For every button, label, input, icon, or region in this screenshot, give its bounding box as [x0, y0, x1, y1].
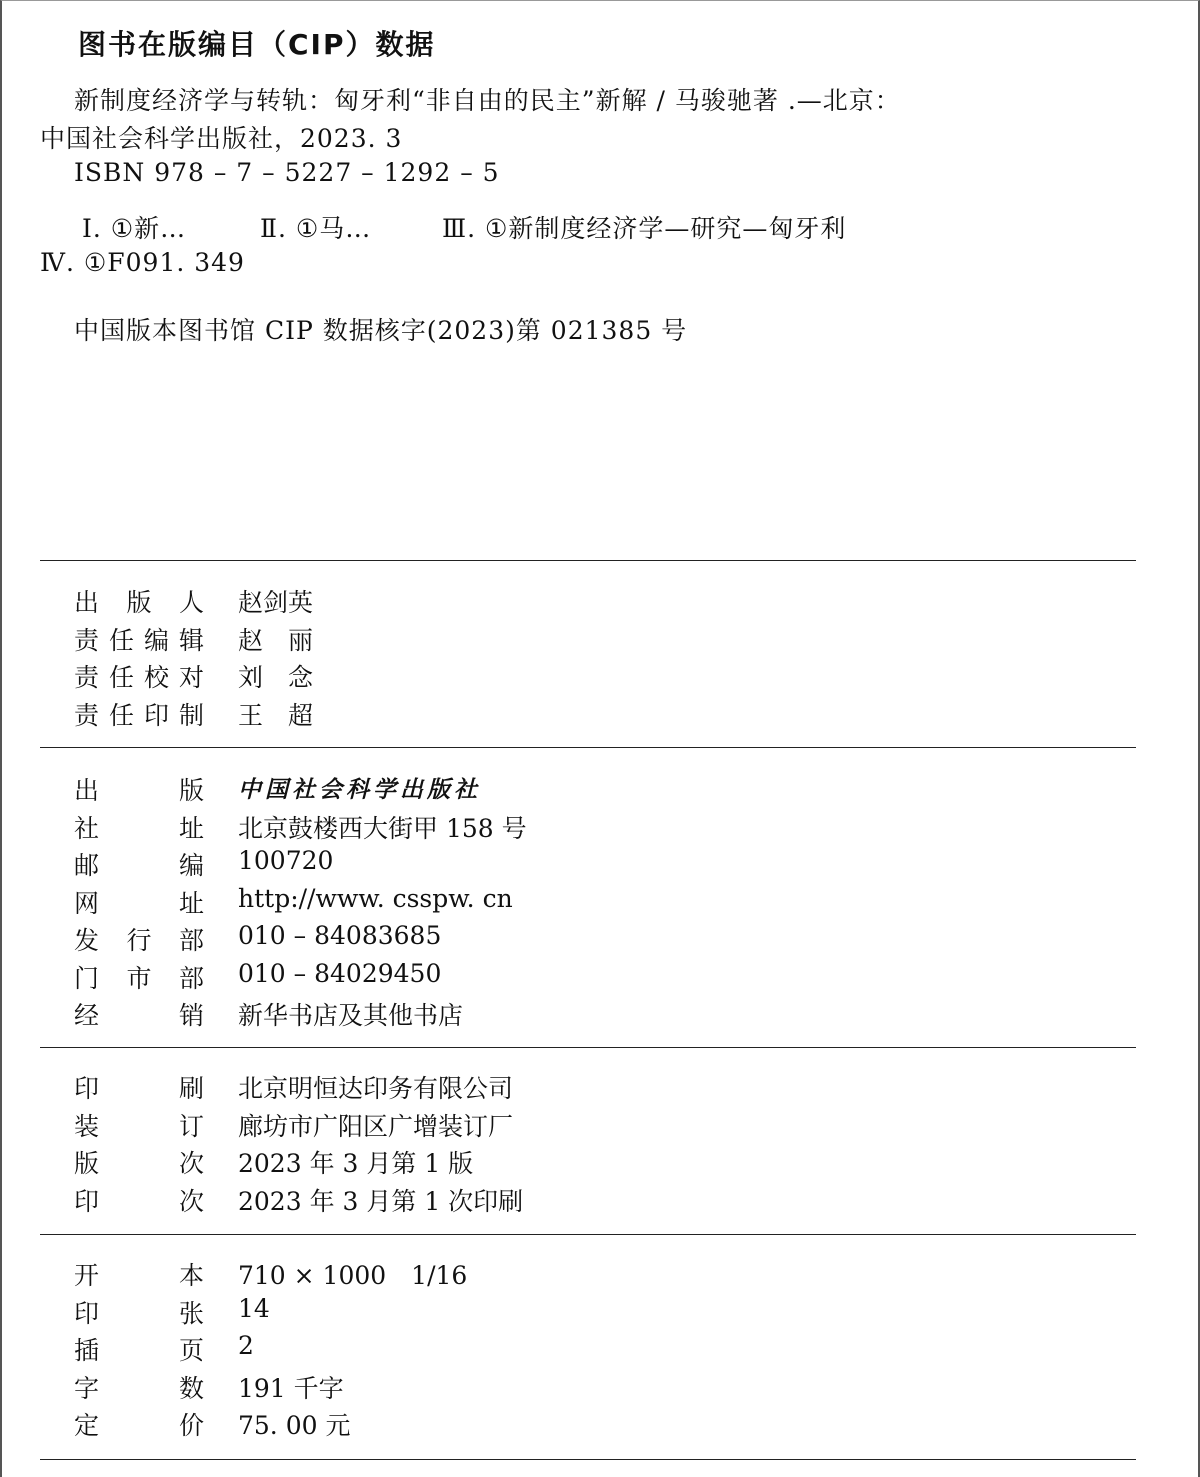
- staff-label: [74, 658, 204, 694]
- label-char: 经: [74, 1001, 100, 1030]
- label-char: 版: [178, 776, 204, 805]
- label-char: 门: [74, 963, 100, 993]
- staff-label: [74, 696, 204, 732]
- divider-1: [40, 560, 1136, 561]
- label-char: 市: [126, 963, 152, 993]
- label-char: 对: [178, 663, 204, 692]
- specs-label: [74, 1331, 204, 1367]
- label-char: 责: [74, 663, 100, 692]
- label-char: 数: [178, 1373, 204, 1403]
- label-char: 发: [74, 926, 100, 955]
- label-char: 网: [74, 888, 100, 918]
- publisher-value: 010 – 84083685: [238, 921, 442, 950]
- label-char: 人: [178, 588, 204, 617]
- specs-label: [74, 1256, 204, 1292]
- label-char: 订: [178, 1111, 204, 1141]
- publisher-label: [74, 959, 204, 995]
- printing-label: [74, 1069, 204, 1105]
- label-char: 本: [178, 1261, 204, 1290]
- cip-class-iv: Ⅳ. ①F091. 349: [40, 248, 245, 277]
- label-char: 责: [74, 625, 100, 655]
- printing-value: 2023 年 3 月第 1 次印刷: [238, 1186, 524, 1216]
- cip-class-ii: Ⅱ. ①马…: [260, 214, 372, 243]
- label-char: 销: [178, 1001, 204, 1030]
- cip-bibliographic-line: 新制度经济学与转轨：匈牙利“非自由的民主”新解 / 马骏驰著 .—北京：: [74, 86, 901, 115]
- publisher-value: http://www. csspw. cn: [238, 883, 513, 913]
- label-char: 插: [74, 1336, 100, 1365]
- publisher-label: [74, 921, 204, 957]
- specs-label: [74, 1294, 204, 1330]
- label-char: 次: [178, 1186, 204, 1216]
- staff-value: 刘 念: [238, 663, 314, 692]
- cip-publisher-line: 中国社会科学出版社，2023. 3: [40, 124, 403, 153]
- label-char: 行: [126, 926, 152, 955]
- label-char: 出: [74, 588, 100, 617]
- label-char: 出: [74, 776, 100, 805]
- label-char: 装: [74, 1111, 100, 1141]
- specs-value: 2: [238, 1331, 254, 1360]
- specs-value: 14: [238, 1293, 270, 1323]
- label-char: 次: [178, 1149, 204, 1178]
- label-char: 开: [74, 1261, 100, 1290]
- divider-5: [40, 1459, 1136, 1460]
- cip-title: 图书在版编目（CIP）数据: [78, 28, 436, 61]
- label-char: 辑: [178, 625, 204, 655]
- label-char: 社: [74, 813, 100, 843]
- label-char: 制: [178, 700, 204, 730]
- label-char: 址: [178, 813, 204, 843]
- specs-value: 191 千字: [238, 1373, 344, 1403]
- label-char: 价: [178, 1411, 204, 1440]
- label-char: 邮: [74, 851, 100, 880]
- specs-label: [74, 1369, 204, 1405]
- label-char: 版: [74, 1149, 100, 1178]
- cip-class-iii: Ⅲ. ①新制度经济学—研究—匈牙利: [442, 214, 847, 243]
- label-char: 部: [178, 963, 204, 993]
- publisher-label: [74, 996, 204, 1032]
- publisher-value: 100720: [238, 846, 334, 875]
- staff-value: 赵剑英: [238, 588, 314, 617]
- label-char: 版: [126, 588, 152, 617]
- divider-3: [40, 1047, 1136, 1048]
- divider-4: [40, 1234, 1136, 1235]
- printing-label: [74, 1144, 204, 1180]
- label-char: 页: [178, 1336, 204, 1365]
- label-char: 定: [74, 1411, 100, 1440]
- label-char: 印: [74, 1298, 100, 1328]
- specs-value: 75. 00 元: [238, 1411, 351, 1440]
- specs-label: [74, 1406, 204, 1442]
- cip-class-i: Ⅰ. ①新…: [82, 214, 187, 243]
- label-char: 张: [178, 1298, 204, 1328]
- label-char: 部: [178, 926, 204, 955]
- label-char: 编: [178, 851, 204, 880]
- label-char: 印: [74, 1074, 100, 1103]
- specs-value: 710 × 1000 1/16: [238, 1261, 468, 1290]
- label-char: 址: [178, 888, 204, 918]
- printing-label: [74, 1182, 204, 1218]
- cip-isbn: ISBN 978 – 7 – 5227 – 1292 – 5: [74, 158, 500, 187]
- label-char: 校: [143, 663, 169, 692]
- publisher-value: 新华书店及其他书店: [238, 1001, 464, 1030]
- printing-label: [74, 1107, 204, 1143]
- divider-2: [40, 747, 1136, 748]
- staff-value: 王 超: [238, 700, 314, 730]
- publisher-label: [74, 771, 204, 807]
- publisher-label: [74, 809, 204, 845]
- publisher-value: 010 – 84029450: [238, 958, 442, 988]
- label-char: 印: [143, 700, 169, 730]
- publisher-label: [74, 846, 204, 882]
- printing-value: 2023 年 3 月第 1 版: [238, 1149, 474, 1178]
- label-char: 任: [108, 625, 134, 655]
- label-char: 责: [74, 700, 100, 730]
- printing-value: 北京明恒达印务有限公司: [238, 1074, 514, 1103]
- label-char: 编: [143, 625, 169, 655]
- staff-label: [74, 583, 204, 619]
- staff-label: [74, 621, 204, 657]
- publisher-label: [74, 884, 204, 920]
- label-char: 任: [108, 700, 134, 730]
- label-char: 刷: [178, 1074, 204, 1103]
- label-char: 印: [74, 1186, 100, 1216]
- cip-verification-number: 中国版本图书馆 CIP 数据核字(2023)第 021385 号: [74, 316, 688, 345]
- printing-value: 廊坊市广阳区广增装订厂: [238, 1111, 514, 1141]
- staff-value: 赵 丽: [238, 625, 314, 655]
- label-char: 字: [74, 1373, 100, 1403]
- publisher-value: 中国社会科学出版社: [238, 776, 481, 803]
- label-char: 任: [108, 663, 134, 692]
- publisher-value: 北京鼓楼西大街甲 158 号: [238, 813, 527, 843]
